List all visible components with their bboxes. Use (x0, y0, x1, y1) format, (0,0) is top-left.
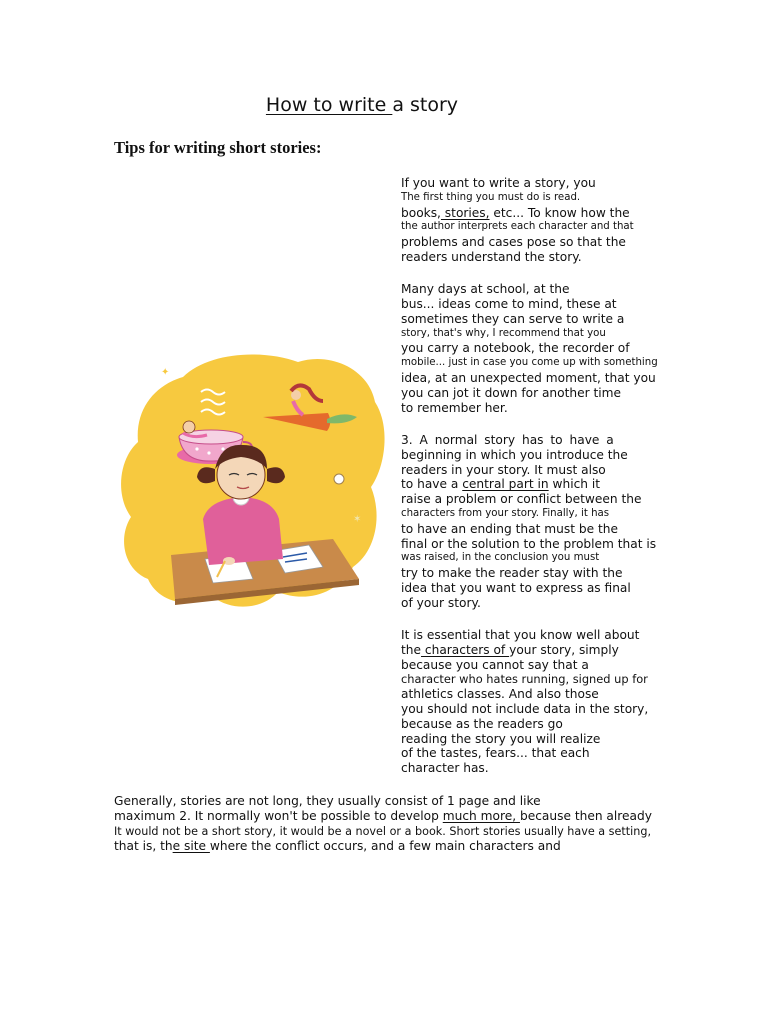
svg-text:✦: ✦ (161, 367, 170, 378)
underlined-central-part: central part in (462, 477, 549, 492)
text-line: story, that's why, I recommend that you (401, 327, 606, 339)
text-line: beginning in which you introduce the (401, 447, 628, 462)
underlined-much-more: much more, (442, 809, 520, 823)
page-title: How to write a story (265, 94, 459, 116)
text-line: It would not be a short story, it would be a novel or a book. Short stories usually have a setting, (114, 825, 652, 838)
paragraph-notebook (401, 282, 671, 415)
paragraph-characters (401, 628, 671, 776)
text-line: the author interprets each character and that (401, 221, 634, 233)
text-line: idea, at an unexpected moment, that you (401, 371, 656, 386)
paragraph-reading (401, 176, 671, 265)
underlined-characters-of: characters of (421, 642, 510, 657)
text-line: sometimes they can serve to write a (401, 311, 625, 326)
text-line: Many days at school, at the (401, 282, 570, 297)
text-line: try to make the reader stay with the (401, 566, 623, 581)
girl-writing-illustration (113, 347, 391, 615)
text-line: characters from your story. Finally, it has (401, 507, 610, 519)
text-line: to have a central part in which it (401, 477, 601, 492)
text-line: readers in your story. It must also (401, 462, 606, 477)
paragraph-structure (401, 433, 671, 611)
right-column (401, 176, 671, 776)
text-line: final or the solution to the problem that is (401, 536, 657, 551)
text-line: If you want to write a story, you (401, 176, 596, 190)
text-line: maximum 2. It normally won't be possible to develop much more, because then already (114, 809, 652, 823)
text-line: reading the story you will realize (401, 731, 601, 746)
text-line: bus... ideas come to mind, these at (401, 297, 617, 312)
text-line: of your story. (401, 595, 481, 610)
text-line: 3. A normal story has to have a (401, 432, 614, 447)
text-line: raise a problem or conflict between the (401, 492, 642, 507)
text-line: the characters of your story, simply (401, 642, 619, 657)
underlined-stories: stories, (440, 205, 490, 220)
text-line: mobile... just in case you come up with something (401, 357, 658, 369)
svg-text:✶: ✶ (353, 514, 362, 525)
subtitle: Tips for writing short stories: (114, 138, 322, 157)
text-line: character who hates running, signed up for (401, 672, 648, 687)
text-line: that is, the site where the conflict occurs, and a few main characters and (114, 839, 561, 853)
underlined-site: e site (172, 839, 210, 853)
paragraph-length (114, 794, 652, 854)
text-line: you can jot it down for another time (401, 385, 622, 400)
text-line: you carry a notebook, the recorder of (401, 341, 630, 356)
text-line: readers understand the story. (401, 249, 582, 264)
text-line: to remember her. (401, 400, 508, 415)
text-line: you should not include data in the story, (401, 702, 649, 716)
text-line: was raised, in the conclusion you must (401, 552, 600, 564)
text-line: because as the readers go (401, 716, 563, 731)
text-line: Generally, stories are not long, they usually consist of 1 page and like (114, 794, 541, 808)
text-line: The first thing you must do is read. (401, 191, 581, 203)
text-line: books, stories, etc... To know how the (401, 205, 630, 220)
text-line: It is essential that you know well about (401, 628, 640, 643)
text-line: idea that you want to express as final (401, 580, 631, 595)
text-line: to have an ending that must be the (401, 521, 618, 536)
text-line: because you cannot say that a (401, 657, 589, 672)
text-line: athletics classes. And also those (401, 687, 599, 702)
text-line: character has. (401, 761, 489, 776)
text-line: problems and cases pose so that the (401, 235, 626, 250)
text-line: of the tastes, fears... that each (401, 746, 590, 761)
